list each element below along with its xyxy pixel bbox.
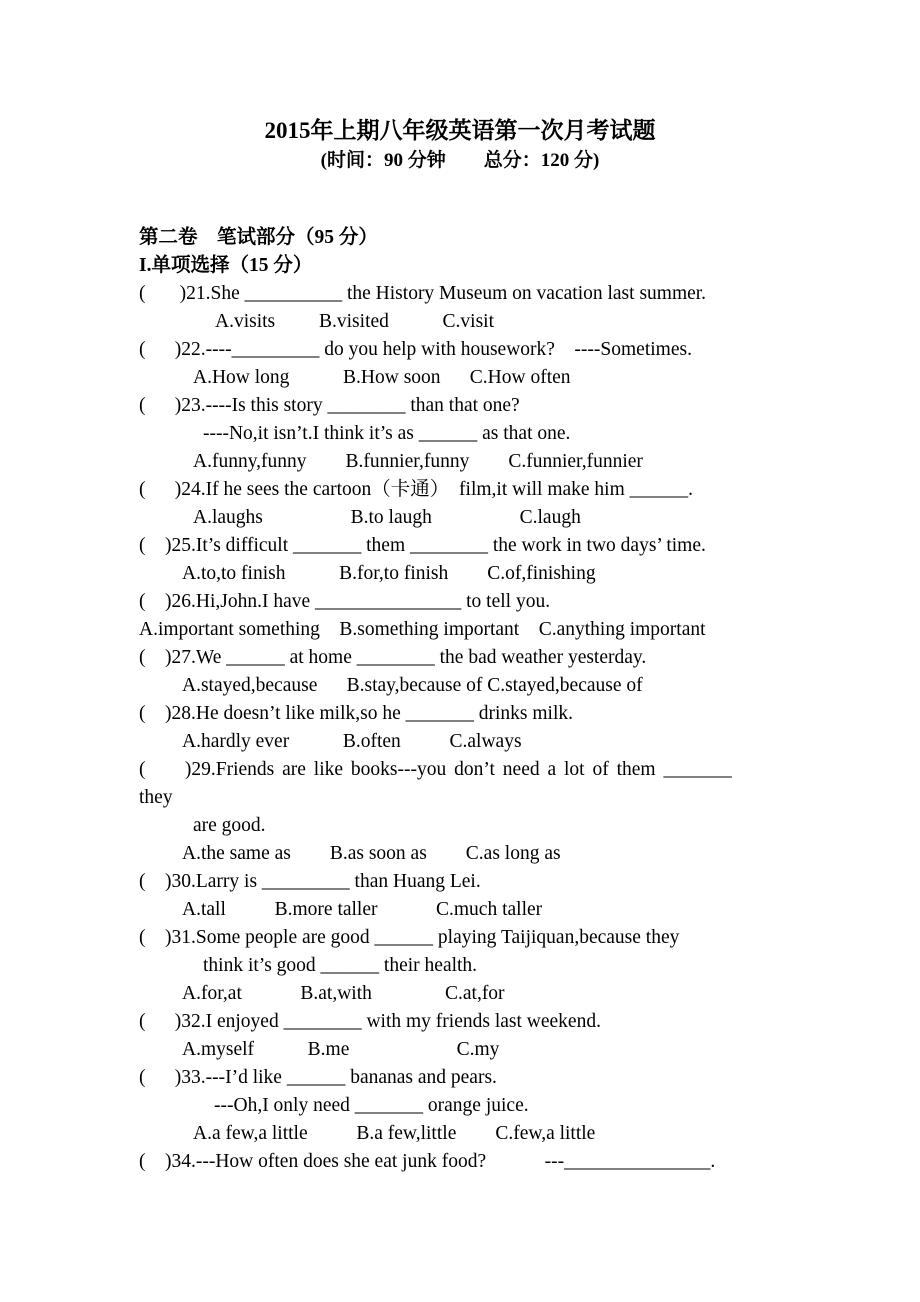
question-32-options: A.myself B.me C.my <box>182 1039 500 1060</box>
question-25-options: A.to,to finish B.for,to finish C.of,finishing <box>182 563 596 584</box>
question-31-stem-line-2: think it’s good ______ their health. <box>203 955 478 976</box>
question-33-stem-line-2: ---Oh,I only need _______ orange juice. <box>214 1095 529 1116</box>
question-34-stem: ( )34.---How often does she eat junk food? ---_______________. <box>139 1151 716 1172</box>
question-30-options: A.tall B.more taller C.much taller <box>182 899 543 920</box>
question-22-stem: ( )22.----_________ do you help with housework? ----Sometimes. <box>139 339 692 360</box>
exam-title: 2015年上期八年级英语第一次月考试题 <box>264 118 656 143</box>
question-24-stem: ( )24.If he sees the cartoon（卡通） film,it will make him ______. <box>139 479 694 500</box>
question-22-options: A.How long B.How soon C.How often <box>193 367 571 388</box>
question-23-options: A.funny,funny B.funnier,funny C.funnier,funnier <box>193 451 643 472</box>
question-25-stem: ( )25.It’s difficult _______ them ________ the work in two days’ time. <box>139 535 706 556</box>
question-26-stem: ( )26.Hi,John.I have _______________ to tell you. <box>139 591 551 612</box>
question-26-options: A.important something B.something important C.anything important <box>139 619 706 640</box>
question-33-options: A.a few,a little B.a few,little C.few,a little <box>193 1123 596 1144</box>
question-29-options: A.the same as B.as soon as C.as long as <box>182 843 561 864</box>
question-23-stem: ( )23.----Is this story ________ than that one? <box>139 395 520 416</box>
question-31-stem: ( )31.Some people are good ______ playing Taijiquan,because they <box>139 927 680 948</box>
question-31-options: A.for,at B.at,with C.at,for <box>182 983 505 1004</box>
section-part-heading: 第二卷 笔试部分（95 分） <box>139 227 378 248</box>
question-28-stem: ( )28.He doesn’t like milk,so he _______ drinks milk. <box>139 703 574 724</box>
question-27-options: A.stayed,because B.stay,because of C.stayed,because of <box>182 675 643 696</box>
question-29-stem: ( )29.Friends are like books---you don’t need a lot of them _______ <box>139 759 732 780</box>
question-32-stem: ( )32.I enjoyed ________ with my friends last weekend. <box>139 1011 601 1032</box>
question-27-stem: ( )27.We ______ at home ________ the bad weather yesterday. <box>139 647 647 668</box>
section-heading: I.单项选择（15 分） <box>139 255 313 276</box>
question-23-stem-line-2: ----No,it isn’t.I think it’s as ______ as that one. <box>203 423 571 444</box>
question-21-options: A.visits B.visited C.visit <box>215 311 494 332</box>
question-29-stem-line-2: they <box>139 787 173 808</box>
question-28-options: A.hardly ever B.often C.always <box>182 731 522 752</box>
question-24-options: A.laughs B.to laugh C.laugh <box>193 507 581 528</box>
question-29-stem-line-3: are good. <box>193 815 266 836</box>
question-33-stem: ( )33.---I’d like ______ bananas and pears. <box>139 1067 497 1088</box>
exam-subtitle: (时间：90 分钟 总分：120 分) <box>320 150 600 171</box>
question-30-stem: ( )30.Larry is _________ than Huang Lei. <box>139 871 481 892</box>
question-21-stem: ( )21.She __________ the History Museum on vacation last summer. <box>139 283 707 304</box>
